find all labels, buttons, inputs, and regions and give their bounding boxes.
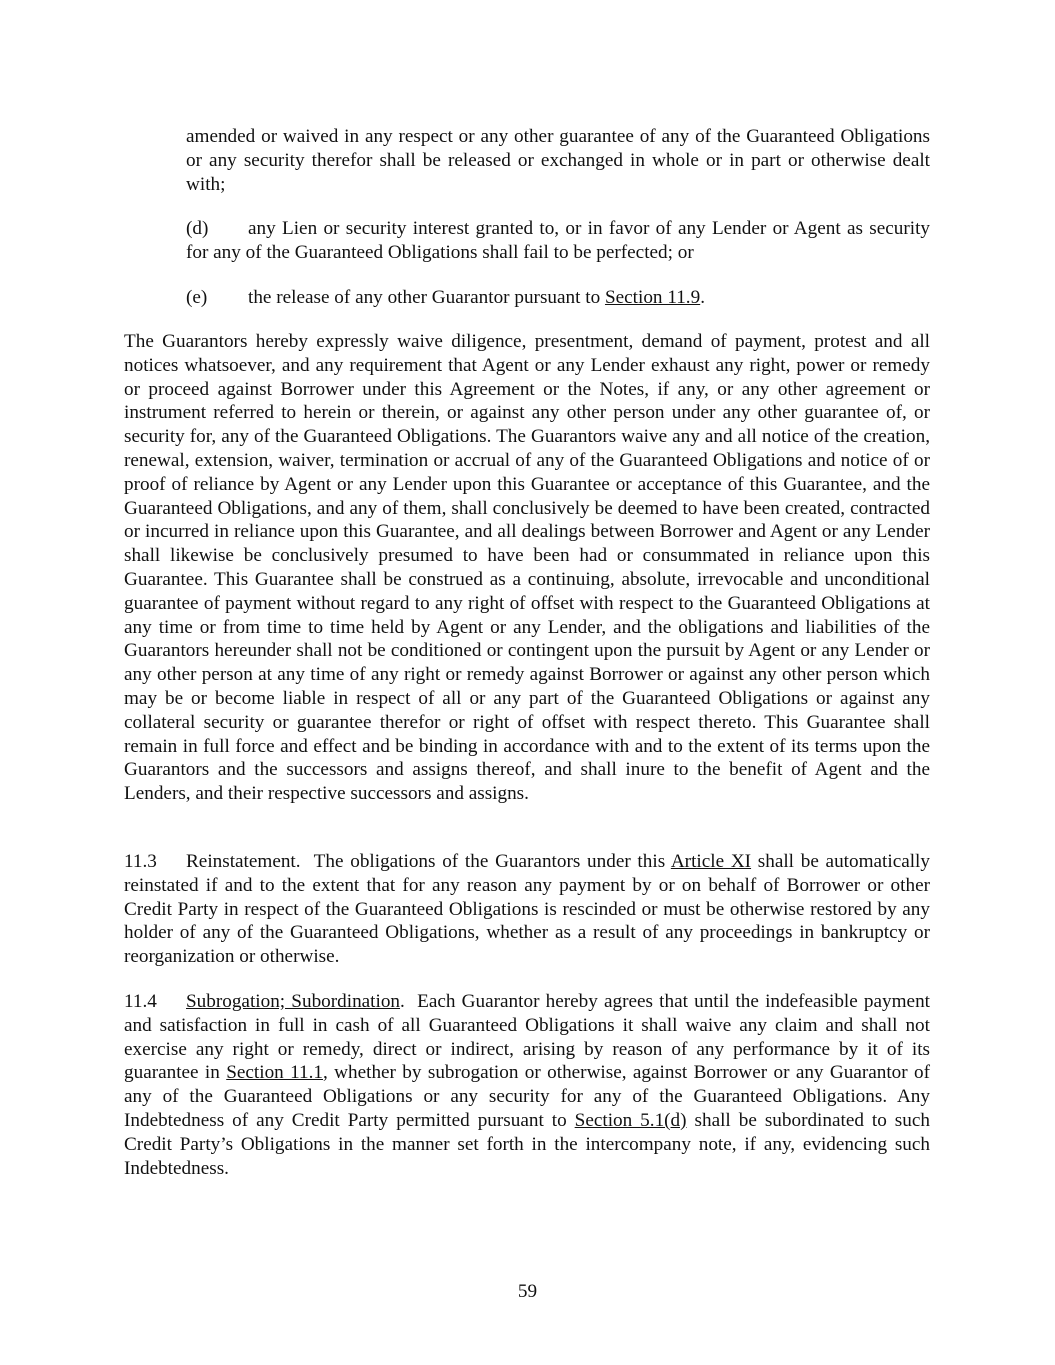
waiver-paragraph [124,330,930,806]
section-11-3-title: Reinstatement. [186,851,301,872]
continuation-text: amended or waived in any respect or any other guarantee of any of the Guaranteed Obligations or any security therefor shall be released or exchanged in whole or in part or otherwise dealt with; [186,126,930,195]
clause-d [186,217,930,265]
clause-e [186,286,930,310]
section-11-4-title-punct: . [400,991,405,1012]
article-xi-reference[interactable]: Article XI [670,851,752,872]
clause-e-punct: . [700,287,705,308]
section-11-3-number: 11.3 [124,851,157,872]
clause-e-text: the release of any other Guarantor pursuant to [248,287,605,308]
section-11-4-number: 11.4 [124,991,157,1012]
waiver-text: The Guarantors hereby expressly waive diligence, presentment, demand of payment, protest and all notices whatsoever, and any requirement that Agent or any Lender exhaust any right, power or remedy or proceed against Borrower under this Agreement or the Notes, if any, or any other agreement or instrument referred to herein or therein, or against any other person under any other guarantee of, or security for, any of the Guaranteed Obligations. The Guarantors waive any and all notice of the creation, renewal, extension, waiver, termination or accrual of any of the Guaranteed Obligations and notice of or proof of reliance by Agent or any Lender upon this Guarantee or acceptance of this Guarantee, and the Guaranteed Obligations, and any of them, shall conclusively be deemed to have been created, contracted or incurred in reliance upon this Guarantee, and all dealings between Borrower and Agent or any Lender shall likewise be conclusively presumed to have been had or consummated in reliance upon this Guarantee. This Guarantee shall be construed as a continuing, absolute, irrevocable and unconditional guarantee of payment without regard to any right of offset with respect to the Guaranteed Obligations at any time or from time to time held by Agent or any Lender, and the obligations and liabilities of the Guarantors hereunder shall not be conditioned or contingent upon the pursuit by Agent or any Lender or any other person at any time of any right or remedy against Borrower or against any other person which may be or become liable in respect of all or any part of the Guaranteed Obligations or against any collateral security or guarantee therefor or right of offset with respect thereto. This Guarantee shall remain in full force and effect and be binding in accordance with and to the extent of its terms upon the Guarantors and the successors and assigns thereof, and shall inure to the benefit of Agent and the Lenders, and their respective successors and assigns. [124,331,930,805]
section-11-4-text-2: , whether by subrogation or otherwise, against Borrower or any Guarantor of any of the Guaranteed Obligations or any security for any of the Guaranteed Obligations. Any Indebtedness of any Credit Party permitted pursuant to [124,1062,930,1131]
clause-e-label: (e) [186,287,208,308]
section-11-3-text: The obligations of the Guarantors under this [313,851,671,872]
section-5-1-d-reference[interactable]: Section 5.1(d) [574,1109,687,1131]
section-11-4-text-1: Each Guarantor hereby agrees that until the indefeasible payment and satisfaction in full in cash of all Guaranteed Obligations it shall waive any claim and shall not exercise any right or remedy, direct or indirect, arising by reason of any performance by it of its guarantee in [124,991,931,1084]
continuation-paragraph [186,125,930,196]
section-11-3 [124,850,930,969]
section-11-4 [124,990,930,1180]
clause-d-label: (d) [186,218,209,239]
clause-d-text: any Lien or security interest granted to, or in favor of any Lender or Agent as security for any of the Guaranteed Obligations shall fail to be perfected; or [186,218,930,263]
section-11-9-reference[interactable]: Section 11.9 [604,287,701,308]
section-11-4-text-3: shall be subordinated to such Credit Party’s Obligations in the manner set forth in the intercompany note, if any, evidencing such Indebtedness. [124,1109,930,1179]
section-11-3-text-cont: shall be automatically reinstated if and to the extent that for any reason any payment by or on behalf of Borrower or other Credit Party in respect of the Guaranteed Obligations is rescinded or must be otherwise restored by any holder of any of the Guaranteed Obligations, whether as a result of any proceedings in bankruptcy or reorganization or otherwise. [124,851,930,968]
section-11-4-title: Subrogation; Subordination [186,991,401,1012]
page-number: 59 [517,1281,538,1302]
section-11-1-reference[interactable]: Section 11.1 [226,1062,323,1084]
